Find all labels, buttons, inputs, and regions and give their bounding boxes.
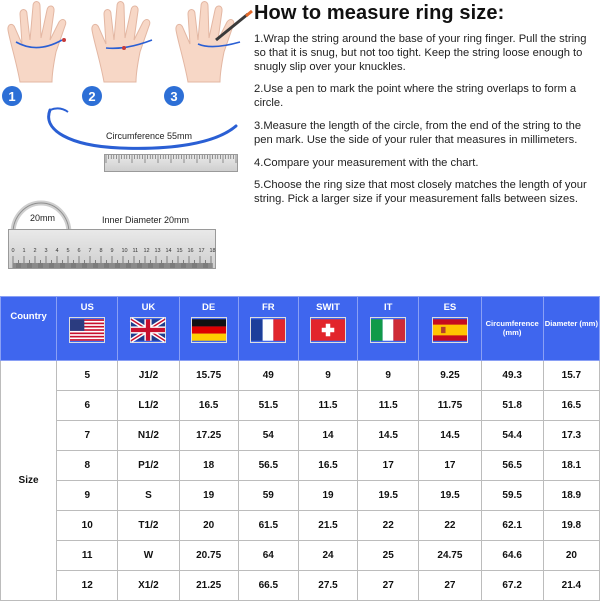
- ch-flag-icon: [311, 318, 345, 342]
- page-title: How to measure ring size:: [254, 2, 505, 24]
- table-cell: 18.9: [543, 481, 599, 511]
- table-cell: 5: [57, 361, 118, 391]
- table-cell: 56.5: [481, 451, 543, 481]
- fr-flag-icon: [251, 318, 285, 342]
- ruler-number: 2: [33, 248, 37, 254]
- ruler-number: 6: [77, 248, 81, 254]
- step-2-text: 2.Use a pen to mark the point where the string overlaps to form a circle.: [254, 83, 577, 110]
- table-cell: 54.4: [481, 421, 543, 451]
- table-cell: 49.3: [481, 361, 543, 391]
- table-cell: 9.25: [419, 361, 481, 391]
- ruler-number: 11: [132, 248, 139, 254]
- table-cell: 7: [57, 421, 118, 451]
- table-row: [1, 511, 600, 541]
- ruler-top: [104, 154, 238, 172]
- table-cell: 24.75: [419, 541, 481, 571]
- header-circumference: Circumference (mm): [481, 297, 543, 361]
- header-fr-label: FR: [261, 302, 275, 313]
- header-es-label: ES: [443, 302, 457, 313]
- table-cell: 16.5: [179, 391, 238, 421]
- instructions-panel: [254, 0, 598, 207]
- header-uk-label: UK: [141, 302, 156, 313]
- step-badge-2: 2: [82, 86, 102, 106]
- table-cell: 51.8: [481, 391, 543, 421]
- row-label-size: Size: [1, 361, 57, 601]
- table-cell: 14.5: [358, 421, 419, 451]
- table-cell: 64: [238, 541, 298, 571]
- table-cell: 16.5: [298, 451, 357, 481]
- table-cell: 21.5: [298, 511, 357, 541]
- header-us: [57, 297, 118, 361]
- table-cell: 19: [298, 481, 357, 511]
- table-cell: 11.5: [358, 391, 419, 421]
- table-cell: 15.75: [179, 361, 238, 391]
- table-cell: 27: [419, 571, 481, 601]
- table-cell: 21.25: [179, 571, 238, 601]
- table-cell: L1/2: [118, 391, 179, 421]
- header-uk: [118, 297, 179, 361]
- table-cell: 22: [358, 511, 419, 541]
- table-cell: 59.5: [481, 481, 543, 511]
- header-de-label: DE: [202, 302, 216, 313]
- ruler-number: 17: [198, 248, 205, 254]
- step-badge-1: 1: [2, 86, 22, 106]
- table-cell: 66.5: [238, 571, 298, 601]
- table-row: [1, 391, 600, 421]
- measuring-illustration: [0, 0, 252, 285]
- ruler-number: 15: [176, 248, 183, 254]
- table-cell: 17: [358, 451, 419, 481]
- table-header-row: [1, 297, 600, 361]
- table-cell: T1/2: [118, 511, 179, 541]
- table-cell: 19.5: [358, 481, 419, 511]
- table-cell: N1/2: [118, 421, 179, 451]
- table-cell: 20: [543, 541, 599, 571]
- ruler-number: 1: [22, 248, 26, 254]
- ruler-number: 14: [165, 248, 172, 254]
- step-3-text: 3.Measure the length of the circle, from the end of the string to the pen mark. Use the side of your ruler that measures in millimeters.: [254, 119, 582, 146]
- ruler-number: 0: [11, 248, 15, 254]
- header-fr: [238, 297, 298, 361]
- hand-icon-step-3: [170, 0, 254, 82]
- table-cell: 64.6: [481, 541, 543, 571]
- ruler-number: 3: [44, 248, 48, 254]
- de-flag-icon: [192, 318, 226, 342]
- ruler-number: 16: [187, 248, 194, 254]
- table-cell: 17: [419, 451, 481, 481]
- step-5-text: 5.Choose the ring size that most closely matches the length of your string. Pick a larger size if your measurement falls between sizes.: [254, 179, 587, 206]
- table-cell: P1/2: [118, 451, 179, 481]
- uk-flag-icon: [131, 318, 165, 342]
- ruler-number: 8: [99, 248, 103, 254]
- ruler-number: 9: [110, 248, 114, 254]
- ruler-number: 13: [154, 248, 161, 254]
- header-it-label: IT: [383, 302, 393, 313]
- ruler-bottom: [8, 229, 216, 269]
- table-cell: 6: [57, 391, 118, 421]
- table-cell: 27: [358, 571, 419, 601]
- ruler-number: 12: [143, 248, 150, 254]
- table-cell: 62.1: [481, 511, 543, 541]
- es-flag-icon: [433, 318, 467, 342]
- ruler-number: 10: [121, 248, 128, 254]
- table-cell: 15.7: [543, 361, 599, 391]
- step-4-text: 4.Compare your measurement with the chart.: [254, 156, 479, 169]
- table-cell: 19.8: [543, 511, 599, 541]
- hand-icon-step-2: [86, 0, 170, 82]
- hand-icon-step-1: [2, 0, 86, 82]
- table-cell: 56.5: [238, 451, 298, 481]
- table-cell: 9: [358, 361, 419, 391]
- ruler-number: 7: [88, 248, 92, 254]
- table-cell: 20: [179, 511, 238, 541]
- us-flag-icon: [70, 318, 104, 342]
- header-swit-label: SWIT: [316, 302, 340, 313]
- table-cell: 21.4: [543, 571, 599, 601]
- table-row: [1, 481, 600, 511]
- table-cell: 17.25: [179, 421, 238, 451]
- table-cell: 8: [57, 451, 118, 481]
- table-cell: W: [118, 541, 179, 571]
- table-cell: 11.5: [298, 391, 357, 421]
- header-country: Country: [1, 297, 57, 361]
- table-cell: 14.5: [419, 421, 481, 451]
- ruler-number: 5: [66, 248, 70, 254]
- table-cell: 18: [179, 451, 238, 481]
- table-row: [1, 421, 600, 451]
- step-badge-3: 3: [164, 86, 184, 106]
- table-cell: 20.75: [179, 541, 238, 571]
- ring-diameter-label: 20mm: [30, 213, 56, 223]
- header-it: [358, 297, 419, 361]
- table-cell: 10: [57, 511, 118, 541]
- header-diameter: Diameter (mm): [543, 297, 599, 361]
- table-body: [1, 361, 600, 601]
- table-row: [1, 451, 600, 481]
- table-cell: 27.5: [298, 571, 357, 601]
- ruler-number: 4: [55, 248, 59, 254]
- table-cell: 61.5: [238, 511, 298, 541]
- table-cell: 54: [238, 421, 298, 451]
- table-row: [1, 361, 600, 391]
- ruler-number: 18: [209, 248, 216, 254]
- table-cell: S: [118, 481, 179, 511]
- table-cell: 51.5: [238, 391, 298, 421]
- table-cell: 16.5: [543, 391, 599, 421]
- table-cell: 9: [57, 481, 118, 511]
- header-de: [179, 297, 238, 361]
- header-es: [419, 297, 481, 361]
- table-cell: 14: [298, 421, 357, 451]
- table-cell: 59: [238, 481, 298, 511]
- table-cell: 49: [238, 361, 298, 391]
- header-swit: [298, 297, 357, 361]
- table-cell: J1/2: [118, 361, 179, 391]
- table-cell: 18.1: [543, 451, 599, 481]
- table-cell: 19.5: [419, 481, 481, 511]
- inner-diameter-label: Inner Diameter 20mm: [102, 215, 190, 225]
- step-1-text: 1.Wrap the string around the base of your ring finger. Pull the string so that it is snug, but not too tight. Keep the string loose enough to snugly slip over your knuckles.: [254, 33, 587, 73]
- table-row: [1, 541, 600, 571]
- ruler-ticks-bottom: [9, 230, 215, 268]
- it-flag-icon: [371, 318, 405, 342]
- table-row: [1, 571, 600, 601]
- string-loop-icon: [40, 104, 245, 152]
- table-cell: 24: [298, 541, 357, 571]
- ruler-ticks-top: [105, 155, 237, 171]
- table-cell: 25: [358, 541, 419, 571]
- header-us-label: US: [80, 302, 94, 313]
- ring-size-table: [0, 296, 600, 601]
- table-cell: 11.75: [419, 391, 481, 421]
- table-cell: 9: [298, 361, 357, 391]
- circumference-label: Circumference 55mm: [106, 131, 193, 141]
- table-cell: 12: [57, 571, 118, 601]
- table-cell: 22: [419, 511, 481, 541]
- table-cell: 67.2: [481, 571, 543, 601]
- table-cell: 19: [179, 481, 238, 511]
- table-cell: 17.3: [543, 421, 599, 451]
- table-cell: X1/2: [118, 571, 179, 601]
- table-cell: 11: [57, 541, 118, 571]
